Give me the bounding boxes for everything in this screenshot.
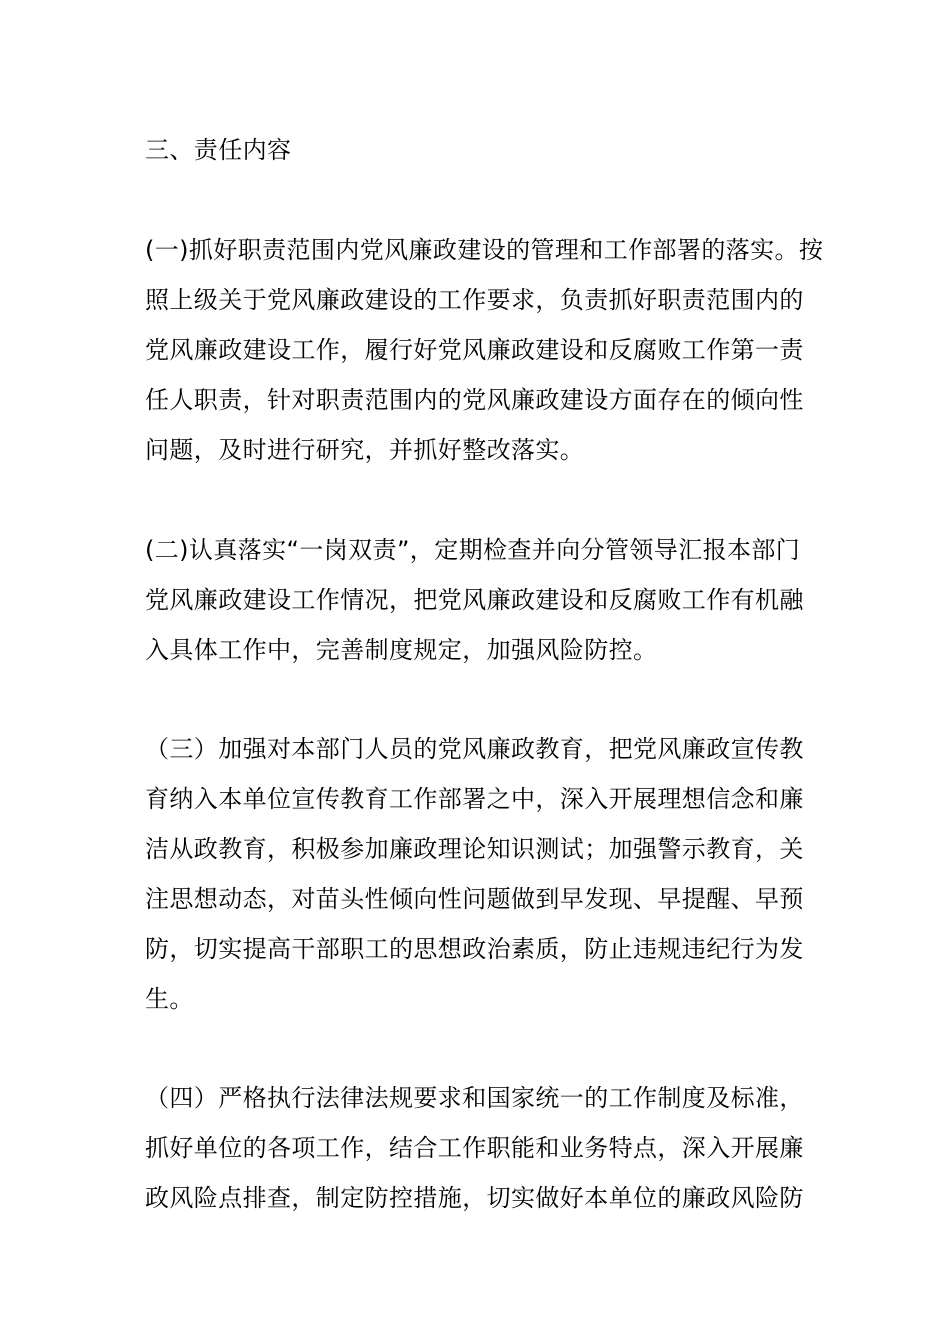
paragraph-4-line-3: 政风险点排查，制定防控措施，切实做好本单位的廉政风险防: [145, 1184, 804, 1212]
paragraph-3-line-6: 生。: [145, 985, 194, 1013]
paragraph-2-line-2: 党风廉政建设工作情况，把党风廉政建设和反腐败工作有机融: [145, 586, 804, 614]
paragraph-3-line-1: （三）加强对本部门人员的党风廉政教育，把党风廉政宣传教: [145, 735, 804, 763]
paragraph-1-line-4: 任人职责，针对职责范围内的党风廉政建设方面存在的倾向性: [145, 386, 804, 414]
paragraph-3-line-5: 防，切实提高干部职工的思想政治素质，防止违规违纪行为发: [145, 935, 804, 963]
paragraph-3-line-3: 洁从政教育，积极参加廉政理论知识测试；加强警示教育，关: [145, 835, 804, 863]
paragraph-1-line-1: (一)抓好职责范围内党风廉政建设的管理和工作部署的落实。按: [145, 236, 824, 264]
section-heading: 三、责任内容: [145, 136, 292, 164]
paragraph-1-line-5: 问题，及时进行研究，并抓好整改落实。: [145, 436, 585, 464]
paragraph-4-line-1: （四）严格执行法律法规要求和国家统一的工作制度及标准，: [145, 1084, 804, 1112]
paragraph-1-line-3: 党风廉政建设工作，履行好党风廉政建设和反腐败工作第一责: [145, 336, 804, 364]
paragraph-4-line-2: 抓好单位的各项工作，结合工作职能和业务特点，深入开展廉: [145, 1134, 804, 1162]
paragraph-1-line-2: 照上级关于党风廉政建设的工作要求，负责抓好职责范围内的: [145, 286, 804, 314]
paragraph-3-line-2: 育纳入本单位宣传教育工作部署之中，深入开展理想信念和廉: [145, 785, 804, 813]
paragraph-2-line-1: (二)认真落实“一岗双责”，定期检查并向分管领导汇报本部门: [145, 536, 801, 564]
paragraph-3-line-4: 注思想动态，对苗头性倾向性问题做到早发现、早提醒、早预: [145, 885, 804, 913]
paragraph-2-line-3: 入具体工作中，完善制度规定，加强风险防控。: [145, 636, 658, 664]
